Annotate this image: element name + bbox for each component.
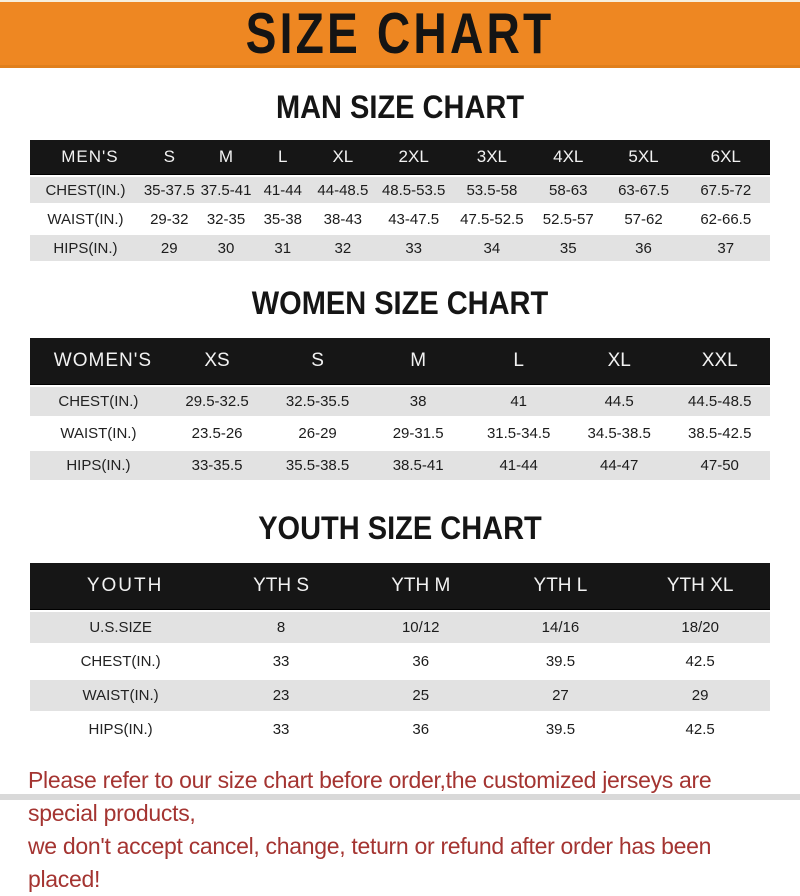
men-value-1-2: 35-38 <box>254 206 311 232</box>
women-value-0-0: 29.5-32.5 <box>167 387 268 416</box>
men-value-2-5: 34 <box>453 235 531 261</box>
youth-value-3-2: 39.5 <box>491 714 631 745</box>
women-value-2-3: 41-44 <box>468 451 569 480</box>
men-value-2-2: 31 <box>254 235 311 261</box>
men-column-header-2: L <box>254 140 311 174</box>
women-value-2-4: 44-47 <box>569 451 670 480</box>
men-value-0-1: 37.5-41 <box>198 177 255 203</box>
men-column-header-6: 4XL <box>531 140 606 174</box>
women-column-header-3: L <box>468 338 569 384</box>
men-row-1 <box>30 206 770 232</box>
youth-column-header-2: YTH L <box>491 563 631 609</box>
men-value-0-3: 44-48.5 <box>311 177 374 203</box>
women-column-header-2: M <box>368 338 469 384</box>
youth-value-3-1: 36 <box>351 714 491 745</box>
youth-value-2-2: 27 <box>491 680 631 711</box>
youth-value-0-2: 14/16 <box>491 612 631 643</box>
youth-column-header-0: YTH S <box>211 563 351 609</box>
women-table-wrap <box>0 335 800 483</box>
men-row-2 <box>30 235 770 261</box>
youth-row-label-3: HIPS(IN.) <box>30 714 211 745</box>
women-row-2 <box>30 451 770 480</box>
youth-value-0-1: 10/12 <box>351 612 491 643</box>
youth-row-label-0: U.S.SIZE <box>30 612 211 643</box>
men-column-header-4: 2XL <box>375 140 453 174</box>
youth-column-header-3: YTH XL <box>630 563 770 609</box>
men-table-label: MEN'S <box>30 140 141 174</box>
women-value-1-0: 23.5-26 <box>167 419 268 448</box>
women-value-2-5: 47-50 <box>669 451 770 480</box>
men-value-1-6: 52.5-57 <box>531 206 606 232</box>
youth-row-3 <box>30 714 770 745</box>
men-value-2-3: 32 <box>311 235 374 261</box>
men-value-0-6: 58-63 <box>531 177 606 203</box>
youth-value-3-3: 42.5 <box>630 714 770 745</box>
women-value-1-2: 29-31.5 <box>368 419 469 448</box>
men-table-wrap <box>0 137 800 264</box>
youth-row-0 <box>30 612 770 643</box>
men-column-header-3: XL <box>311 140 374 174</box>
men-value-1-1: 32-35 <box>198 206 255 232</box>
women-value-1-4: 34.5-38.5 <box>569 419 670 448</box>
women-row-label-2: HIPS(IN.) <box>30 451 167 480</box>
women-value-0-2: 38 <box>368 387 469 416</box>
youth-table-label: YOUTH <box>30 563 211 609</box>
women-value-0-1: 32.5-35.5 <box>267 387 368 416</box>
men-value-1-4: 43-47.5 <box>375 206 453 232</box>
women-value-0-5: 44.5-48.5 <box>669 387 770 416</box>
women-row-label-1: WAIST(IN.) <box>30 419 167 448</box>
men-column-header-1: M <box>198 140 255 174</box>
women-column-header-5: XXL <box>669 338 770 384</box>
men-value-0-4: 48.5-53.5 <box>375 177 453 203</box>
men-value-2-8: 37 <box>682 235 771 261</box>
women-value-2-0: 33-35.5 <box>167 451 268 480</box>
men-size-table <box>30 137 770 264</box>
women-column-header-4: XL <box>569 338 670 384</box>
men-value-1-3: 38-43 <box>311 206 374 232</box>
youth-value-2-3: 29 <box>630 680 770 711</box>
youth-size-chart-heading: YOUTH SIZE CHART <box>258 511 542 547</box>
women-size-table <box>30 335 770 483</box>
men-value-2-4: 33 <box>375 235 453 261</box>
youth-value-1-0: 33 <box>211 646 351 677</box>
youth-row-label-2: WAIST(IN.) <box>30 680 211 711</box>
disclaimer-line-1: Please refer to our size chart before order,the customized jerseys are special products, <box>28 767 712 826</box>
men-column-header-5: 3XL <box>453 140 531 174</box>
youth-size-table <box>30 560 770 748</box>
disclaimer-note <box>0 764 800 896</box>
men-value-0-7: 63-67.5 <box>606 177 682 203</box>
women-row-label-0: CHEST(IN.) <box>30 387 167 416</box>
women-row-0 <box>30 387 770 416</box>
youth-value-2-0: 23 <box>211 680 351 711</box>
men-value-2-1: 30 <box>198 235 255 261</box>
youth-row-label-1: CHEST(IN.) <box>30 646 211 677</box>
men-row-0 <box>30 177 770 203</box>
men-row-label-1: WAIST(IN.) <box>30 206 141 232</box>
women-column-header-1: S <box>267 338 368 384</box>
men-value-0-2: 41-44 <box>254 177 311 203</box>
disclaimer-line-2: we don't accept cancel, change, teturn or refund after order has been placed! <box>28 833 712 892</box>
men-header-row <box>30 140 770 174</box>
men-row-label-2: HIPS(IN.) <box>30 235 141 261</box>
size-chart-banner <box>0 0 800 68</box>
man-size-chart-heading: MAN SIZE CHART <box>275 90 525 126</box>
women-table-label: WOMEN'S <box>30 338 167 384</box>
men-column-header-0: S <box>141 140 198 174</box>
women-row-1 <box>30 419 770 448</box>
youth-value-0-0: 8 <box>211 612 351 643</box>
men-value-0-8: 67.5-72 <box>682 177 771 203</box>
men-value-2-6: 35 <box>531 235 606 261</box>
youth-value-1-2: 39.5 <box>491 646 631 677</box>
women-value-1-1: 26-29 <box>267 419 368 448</box>
women-size-chart-heading: WOMEN SIZE CHART <box>251 286 549 322</box>
youth-value-1-1: 36 <box>351 646 491 677</box>
men-column-header-8: 6XL <box>682 140 771 174</box>
women-value-2-2: 38.5-41 <box>368 451 469 480</box>
youth-value-0-3: 18/20 <box>630 612 770 643</box>
men-value-2-7: 36 <box>606 235 682 261</box>
women-value-0-3: 41 <box>468 387 569 416</box>
men-value-0-5: 53.5-58 <box>453 177 531 203</box>
men-value-1-7: 57-62 <box>606 206 682 232</box>
women-value-0-4: 44.5 <box>569 387 670 416</box>
men-value-1-0: 29-32 <box>141 206 198 232</box>
men-value-2-0: 29 <box>141 235 198 261</box>
men-value-1-5: 47.5-52.5 <box>453 206 531 232</box>
youth-column-header-1: YTH M <box>351 563 491 609</box>
youth-value-3-0: 33 <box>211 714 351 745</box>
youth-header-row <box>30 563 770 609</box>
women-value-2-1: 35.5-38.5 <box>267 451 368 480</box>
men-row-label-0: CHEST(IN.) <box>30 177 141 203</box>
bottom-divider <box>0 794 800 800</box>
youth-value-2-1: 25 <box>351 680 491 711</box>
youth-row-2 <box>30 680 770 711</box>
women-header-row <box>30 338 770 384</box>
men-column-header-7: 5XL <box>606 140 682 174</box>
youth-value-1-3: 42.5 <box>630 646 770 677</box>
banner-title: SIZE CHART <box>245 2 555 67</box>
youth-table-wrap <box>0 560 800 748</box>
men-value-0-0: 35-37.5 <box>141 177 198 203</box>
youth-row-1 <box>30 646 770 677</box>
women-value-1-5: 38.5-42.5 <box>669 419 770 448</box>
women-column-header-0: XS <box>167 338 268 384</box>
women-value-1-3: 31.5-34.5 <box>468 419 569 448</box>
men-value-1-8: 62-66.5 <box>682 206 771 232</box>
